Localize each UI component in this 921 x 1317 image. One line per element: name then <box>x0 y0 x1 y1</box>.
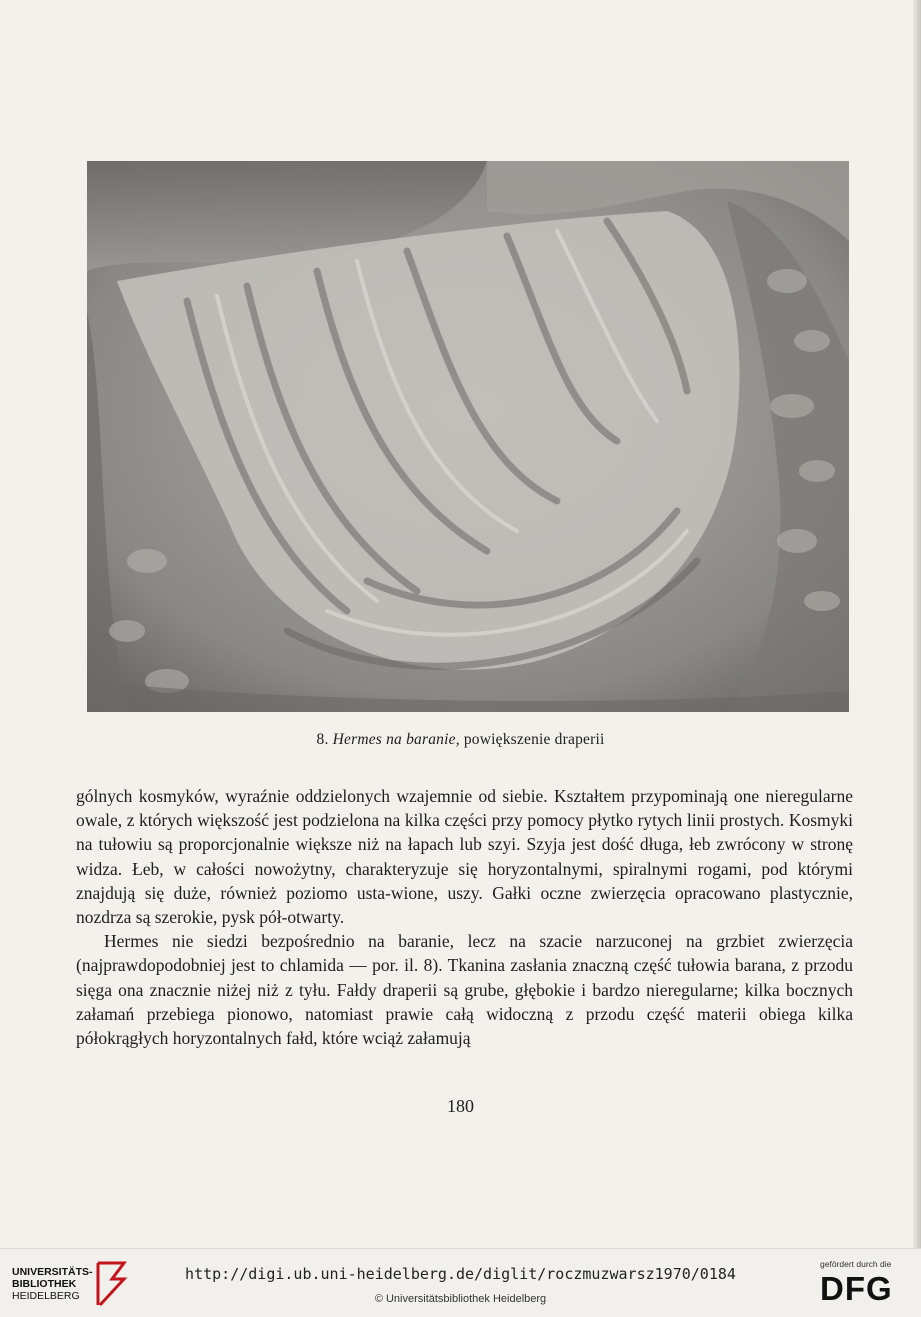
page-number: 180 <box>447 1096 474 1116</box>
library-line-1: UNIVERSITÄTS- <box>12 1266 93 1278</box>
caption-number: 8. <box>316 731 329 748</box>
permalink-url[interactable]: http://digi.ub.uni-heidelberg.de/diglit/roczmuzwarsz1970/0184 <box>185 1265 736 1283</box>
caption-rest: powiększenie draperii <box>463 731 605 748</box>
library-line-2: BIBLIOTHEK <box>12 1278 77 1290</box>
footer-bar <box>0 1248 921 1317</box>
library-line-3: HEIDELBERG <box>12 1290 80 1302</box>
figure-caption <box>0 731 921 749</box>
page-edge-shadow <box>913 0 921 1248</box>
funder-note: gefördert durch die <box>820 1259 892 1269</box>
photo-drapery-icon <box>87 161 849 712</box>
figure-photo <box>87 161 849 712</box>
body-text <box>76 784 853 1050</box>
paragraph: Hermes nie siedzi bezpośrednio na baranie, lecz na szacie narzuconej na grzbiet zwierzęcia (najprawdopodobniej jest to chlamida — por. il. 8). Tkanina zasłania znaczną część tułowia barana, z przodu sięga ona znacznie niżej niż z tyłu. Fałdy draperii są grube, głębokie i bardzo nieregularne; kilka bocznych załamań przebiega pionowo, natomiast prawie całą widoczną z przodu część materii obiega kilka półokrągłych horyzontalnych fałd, które wciąż załamują <box>76 931 853 1049</box>
caption-title: Hermes na baranie, <box>332 731 460 748</box>
copyright-text: © Universitätsbibliothek Heidelberg <box>374 1293 547 1305</box>
dfg-logo[interactable]: DFG <box>820 1270 893 1307</box>
paragraph: gólnych kosmyków, wyraźnie oddzielonych wzajemnie od siebie. Kształtem przypominają one nieregularne owale, z których większość jest podzielona na kilka części przy pomocy płytko rytych linii prostych. Kosmyki na tułowiu są proporcjonalnie większe niż na łapach lub szyi. Szyja jest dość długa, łeb zwrócony w stronę widza. Łeb, w całości nowożytny, charakteryzuje się horyzontalnymi, spiralnymi rogami, pod którymi znajdują się duże, również poziomo usta-wione, uszy. Gałki oczne zwierzęcia opracowano plastycznie, nozdrza są szerokie, pysk pół-otwarty. <box>76 786 853 928</box>
